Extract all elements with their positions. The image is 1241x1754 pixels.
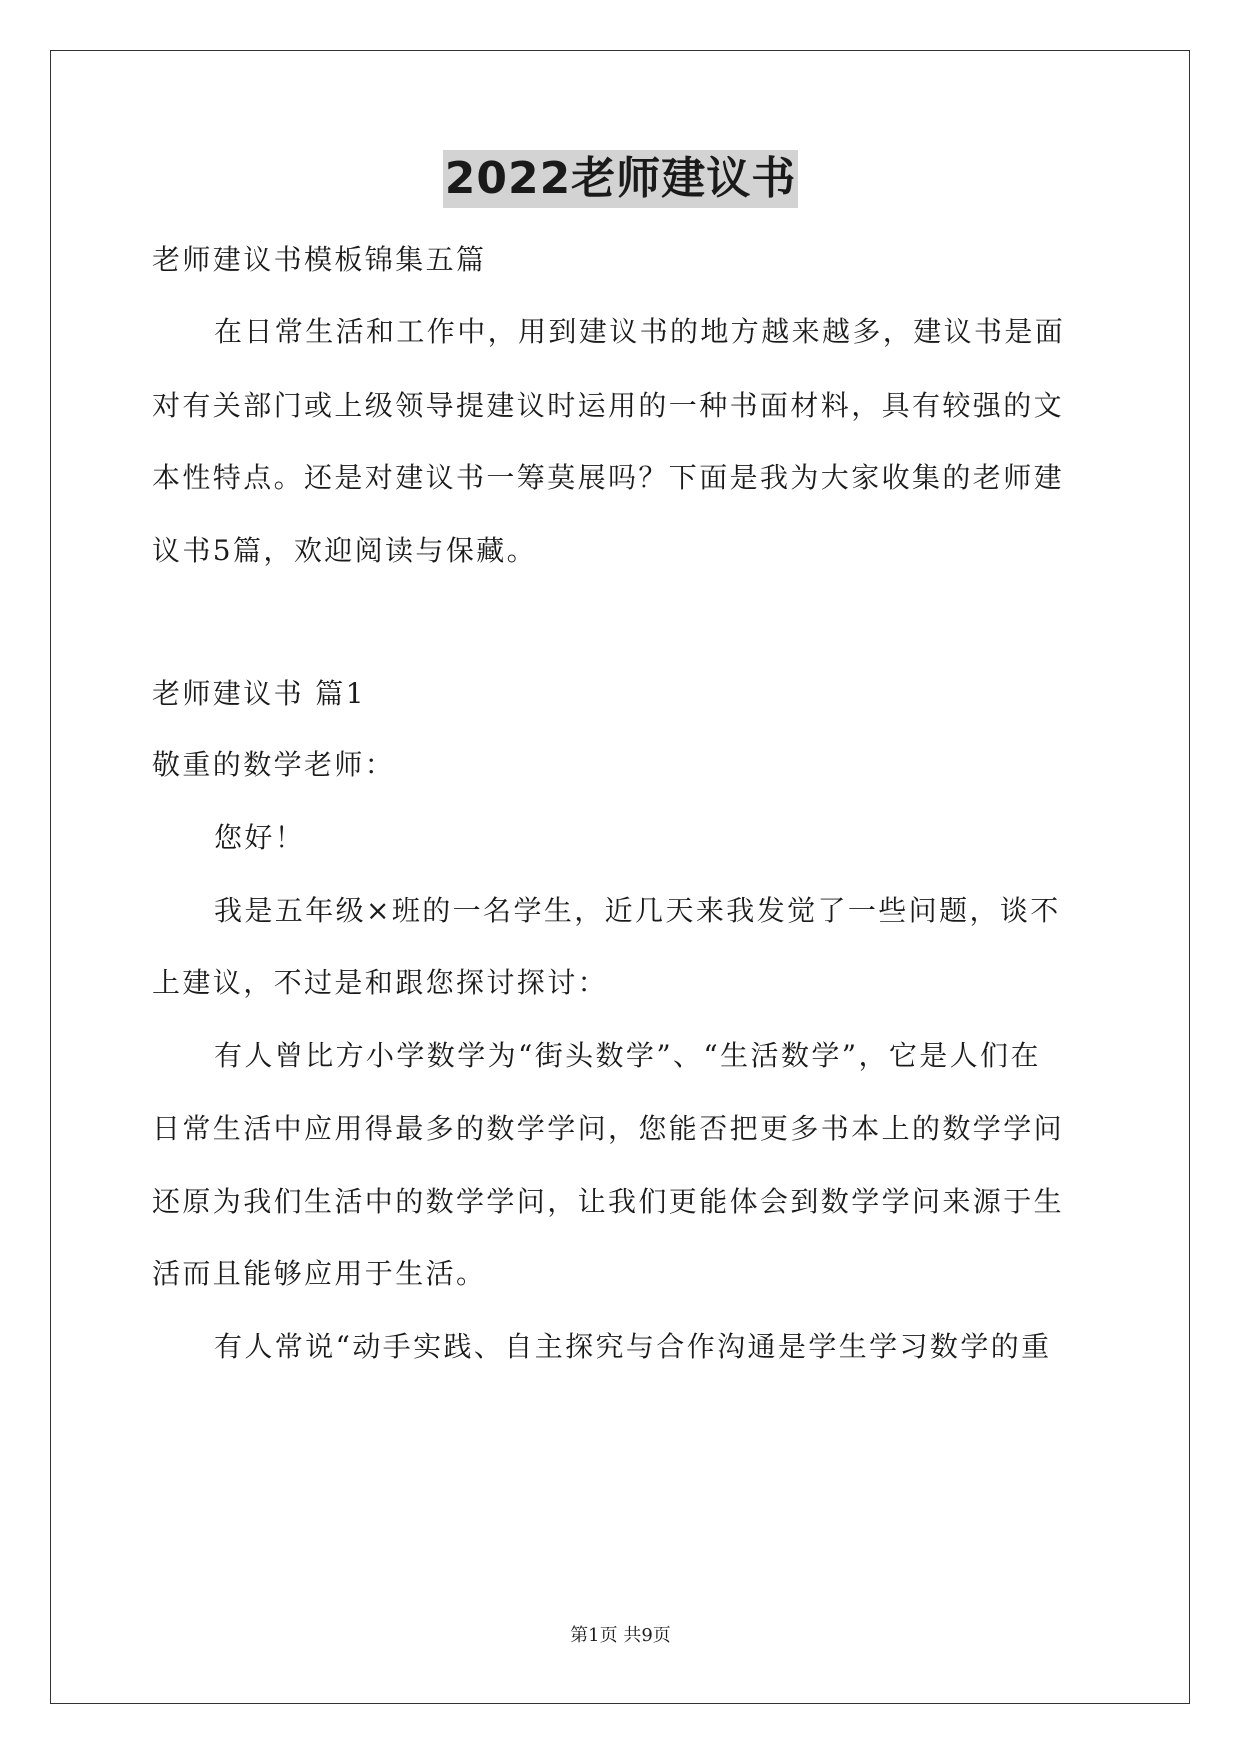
- greeting-line: 您好！: [214, 821, 306, 854]
- paragraph-line: 本性特点。还是对建议书一筹莫展吗？下面是我为大家收集的老师建: [152, 461, 1065, 494]
- paragraph-line: 上建议，不过是和跟您探讨探讨：: [152, 966, 609, 999]
- paragraph-line: 日常生活中应用得最多的数学学问，您能否把更多书本上的数学学问: [152, 1112, 1065, 1145]
- paragraph-line: 有人曾比方小学数学为“街头数学”、“生活数学”，它是人们在: [214, 1039, 1041, 1072]
- subtitle-line: 老师建议书模板锦集五篇: [152, 243, 487, 276]
- paragraph-line: 我是五年级×班的一名学生，近几天来我发觉了一些问题，谈不: [214, 894, 1061, 927]
- section-heading: 老师建议书 篇1: [152, 677, 366, 710]
- page-footer: 第1页 共9页: [570, 1625, 671, 1646]
- paragraph-line: 对有关部门或上级领导提建议时运用的一种书面材料，具有较强的文: [152, 389, 1065, 422]
- document-title: 2022老师建议书: [443, 150, 798, 208]
- paragraph-line: 还原为我们生活中的数学学问，让我们更能体会到数学学问来源于生: [152, 1185, 1065, 1218]
- title-container: [0, 150, 1241, 208]
- page-border: [50, 50, 1190, 1704]
- paragraph-line: 活而且能够应用于生活。: [152, 1257, 487, 1290]
- salutation-line: 敬重的数学老师：: [152, 748, 396, 781]
- paragraph-line: 议书5篇，欢迎阅读与保藏。: [152, 534, 538, 567]
- paragraph-line: 在日常生活和工作中，用到建议书的地方越来越多，建议书是面: [214, 315, 1066, 348]
- paragraph-line: 有人常说“动手实践、自主探究与合作沟通是学生学习数学的重: [214, 1330, 1052, 1363]
